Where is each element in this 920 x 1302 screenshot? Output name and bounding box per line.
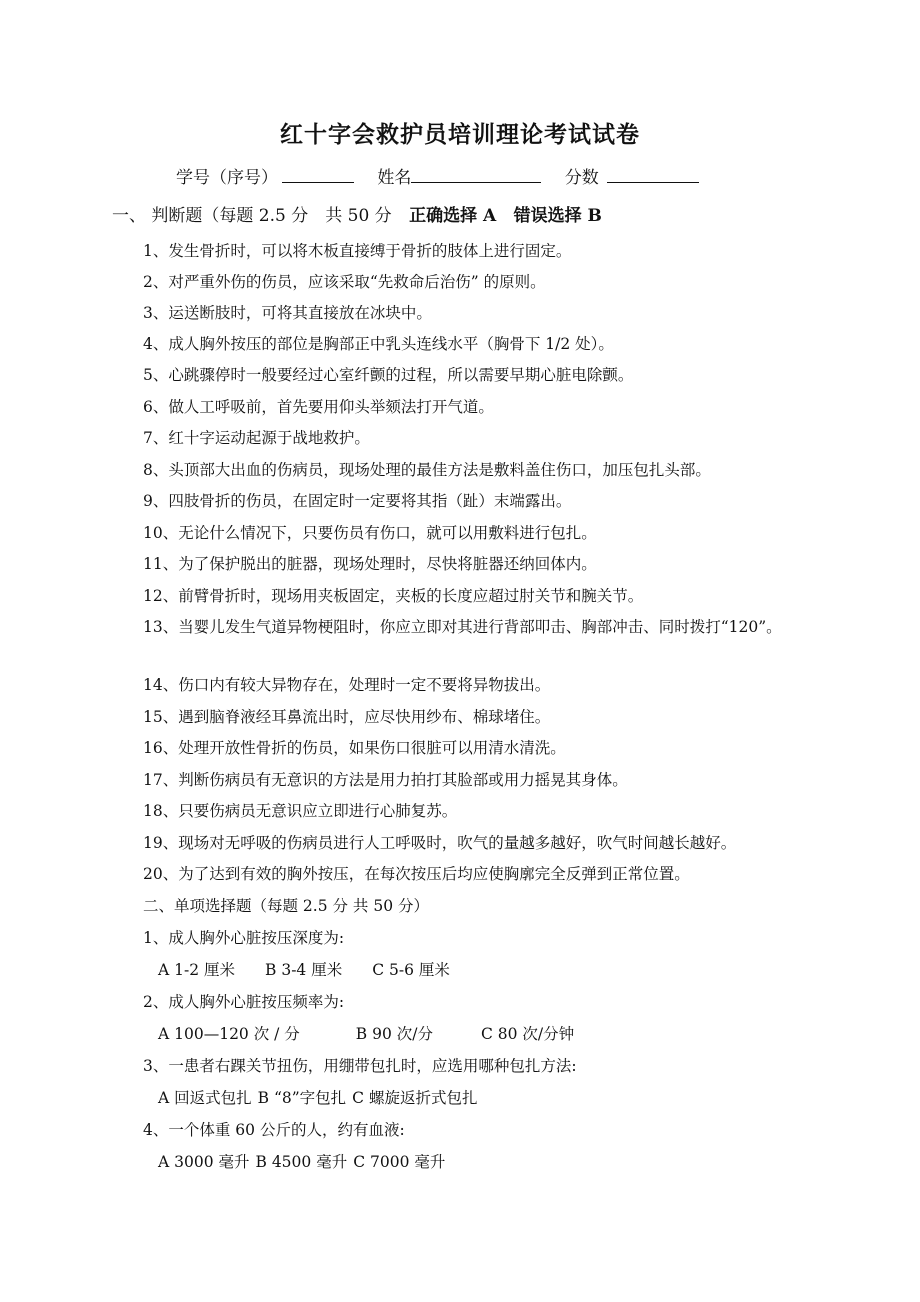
question-item: 5、心跳骤停时一般要经过心室纤颤的过程，所以需要早期心脏电除颤。 [143, 366, 634, 384]
option-b: B 90 次/分 [355, 1025, 433, 1043]
option-c: C 5-6 厘米 [372, 961, 450, 979]
section2-heading: 二、单项选择题（每题 2.5 分 共 50 分） [143, 897, 430, 915]
option-a: A 100—120 次 / 分 [158, 1025, 300, 1043]
question-item: 9、四肢骨折的伤员，在固定时一定要将其指（趾）末端露出。 [143, 492, 572, 510]
option-b: B 4500 毫升 [255, 1153, 348, 1171]
question-item: 12、前臂骨折时，现场用夹板固定，夹板的长度应超过肘关节和腕关节。 [143, 587, 644, 605]
student-no-field [282, 164, 354, 183]
question-item: 2、对严重外伤的伤员，应该采取“先救命后治伤” 的原则。 [143, 273, 546, 291]
score-field [607, 164, 699, 183]
question-item: 1、发生骨折时，可以将木板直接缚于骨折的肢体上进行固定。 [143, 242, 572, 260]
question-item: 10、无论什么情况下，只要伤员有伤口，就可以用敷料进行包扎。 [143, 524, 597, 542]
question-item: 19、现场对无呼吸的伤病员进行人工呼吸时，吹气的量越多越好，吹气时间越长越好。 [143, 834, 737, 852]
name-label: 姓名 [377, 168, 412, 188]
option-c: C 7000 毫升 [353, 1153, 446, 1171]
section1-title: 一、 判断题（每题 2.5 分 共 50 分 [112, 206, 392, 226]
question-item: 16、处理开放性骨折的伤员，如果伤口很脏可以用清水清洗。 [143, 739, 566, 757]
option-a: A 1-2 厘米 [158, 961, 236, 979]
question-item: 11、为了保护脱出的脏器，现场处理时，尽快将脏器还纳回体内。 [143, 555, 597, 573]
question-item: 4、成人胸外按压的部位是胸部正中乳头连线水平（胸骨下 1/2 处）。 [143, 335, 614, 353]
question-item: 15、遇到脑脊液经耳鼻流出时，应尽快用纱布、棉球堵住。 [143, 708, 551, 726]
option-c: C 螺旋返折式包扎 [352, 1089, 478, 1107]
wrong-note: 错误选择 B [513, 206, 602, 226]
score-label: 分数 [564, 168, 599, 188]
choice-question: 4、一个体重 60 公斤的人，约有血液: [143, 1121, 405, 1139]
option-b: B “8”字包扎 [257, 1089, 347, 1107]
question-item: 20、为了达到有效的胸外按压，在每次按压后均应使胸廓完全反弹到正常位置。 [143, 865, 690, 883]
correct-note: 正确选择 A [409, 206, 497, 226]
option-c: C 80 次/分钟 [481, 1025, 575, 1043]
choice-options [158, 958, 450, 980]
option-b: B 3-4 厘米 [265, 961, 343, 979]
question-item: 8、头顶部大出血的伤病员，现场处理的最佳方法是敷料盖住伤口，加压包扎头部。 [143, 461, 711, 479]
question-item: 17、判断伤病员有无意识的方法是用力拍打其脸部或用力摇晃其身体。 [143, 771, 628, 789]
question-item: 14、伤口内有较大异物存在，处理时一定不要将异物拔出。 [143, 676, 551, 694]
student-info-line [176, 163, 699, 188]
choice-options [158, 1022, 574, 1044]
choice-question: 2、成人胸外心脏按压频率为: [143, 993, 345, 1011]
name-field [411, 164, 541, 183]
page-title: 红十字会救护员培训理论考试试卷 [280, 121, 640, 148]
student-no-label: 学号（序号） [176, 168, 278, 188]
question-item: 7、红十字运动起源于战地救护。 [143, 429, 370, 447]
question-item: 18、只要伤病员无意识应立即进行心肺复苏。 [143, 802, 458, 820]
option-a: A 3000 毫升 [158, 1153, 250, 1171]
choice-question: 3、一患者右踝关节扭伤，用绷带包扎时，应选用哪种包扎方法: [143, 1057, 577, 1075]
choice-options [158, 1150, 445, 1172]
question-item: 6、做人工呼吸前，首先要用仰头举颏法打开气道。 [143, 398, 494, 416]
option-a: A 回返式包扎 [158, 1089, 252, 1107]
question-item: 13、当婴儿发生气道异物梗阻时，你应立即对其进行背部叩击、胸部冲击、同时拨打“120”。 [143, 618, 782, 636]
question-item: 3、运送断肢时，可将其直接放在冰块中。 [143, 304, 432, 322]
choice-options [158, 1086, 477, 1108]
section1-heading [112, 201, 602, 226]
choice-question: 1、成人胸外心脏按压深度为: [143, 929, 345, 947]
